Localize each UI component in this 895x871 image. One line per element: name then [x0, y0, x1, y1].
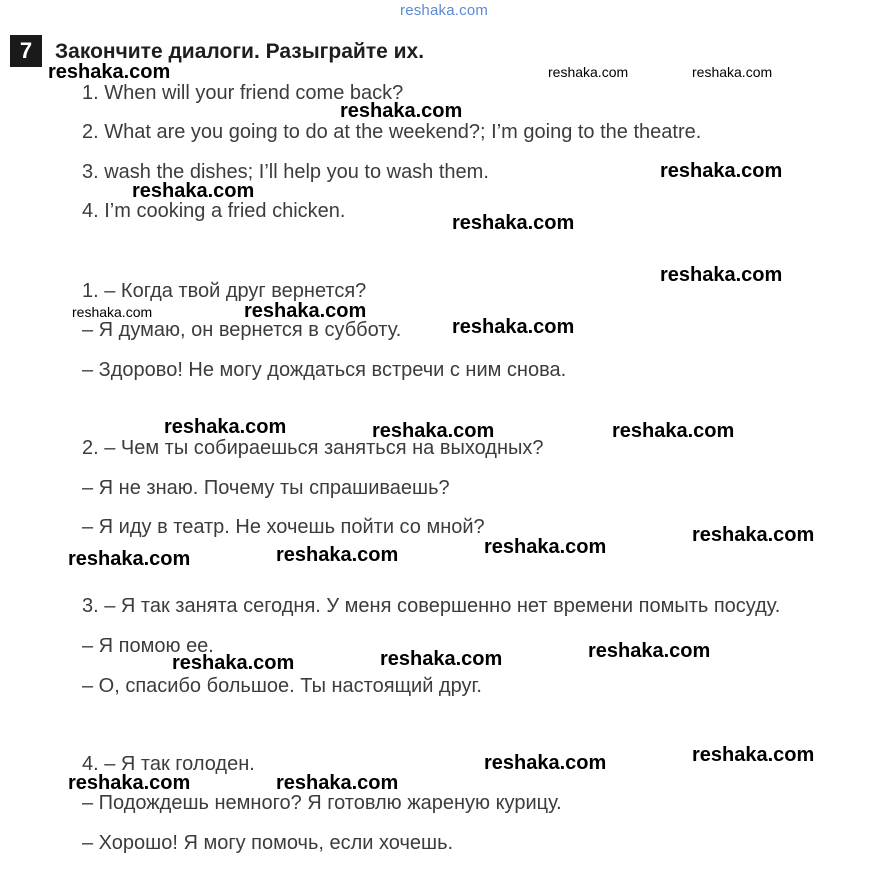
watermark: reshaka.com — [276, 772, 399, 794]
answer-line: 1. When will your friend come back? — [82, 82, 404, 104]
dialogue-line: 2. – Чем ты собираешься заняться на выходных? — [82, 437, 544, 459]
site-link[interactable]: reshaka.com — [400, 2, 489, 19]
watermark: reshaka.com — [132, 180, 255, 202]
watermark: reshaka.com — [164, 416, 287, 438]
watermark: reshaka.com — [340, 100, 463, 122]
exercise-number-badge: 7 — [10, 35, 42, 67]
watermark: reshaka.com — [244, 300, 367, 322]
dialogue-line: 3. – Я так занята сегодня. У меня совершенно нет времени помыть посуду. — [82, 595, 781, 617]
answer-line: 2. What are you going to do at the weekend?; I’m going to the theatre. — [82, 121, 702, 143]
watermark: reshaka.com — [612, 420, 735, 442]
dialogue-line: – Подождешь немного? Я готовлю жареную курицу. — [82, 792, 562, 814]
watermark: reshaka.com — [380, 648, 503, 670]
watermark: reshaka.com — [692, 64, 773, 80]
watermark: reshaka.com — [72, 304, 153, 320]
watermark: reshaka.com — [68, 548, 191, 570]
dialogue-line: – Я думаю, он вернется в субботу. — [82, 319, 402, 341]
watermark: reshaka.com — [484, 752, 607, 774]
watermark: reshaka.com — [548, 64, 629, 80]
watermark: reshaka.com — [484, 536, 607, 558]
watermark: reshaka.com — [68, 772, 191, 794]
answer-line: 3. wash the dishes; I’ll help you to wash them. — [82, 161, 489, 183]
watermark: reshaka.com — [692, 744, 815, 766]
dialogue-line: 4. – Я так голоден. — [82, 753, 255, 775]
watermark: reshaka.com — [660, 160, 783, 182]
watermark: reshaka.com — [372, 420, 495, 442]
dialogue-line: – Здорово! Не могу дождаться встречи с ним снова. — [82, 359, 567, 381]
dialogue-line: – Я помою ее. — [82, 635, 214, 657]
answer-line: 4. I’m cooking a fried chicken. — [82, 200, 346, 222]
dialogue-line: – Я иду в театр. Не хочешь пойти со мной? — [82, 516, 485, 538]
dialogue-line: – Я не знаю. Почему ты спрашиваешь? — [82, 477, 450, 499]
watermark: reshaka.com — [48, 61, 171, 83]
watermark: reshaka.com — [660, 264, 783, 286]
dialogue-line: 1. – Когда твой друг вернется? — [82, 280, 367, 302]
watermark: reshaka.com — [692, 524, 815, 546]
watermark: reshaka.com — [172, 652, 295, 674]
watermark: reshaka.com — [276, 544, 399, 566]
watermark: reshaka.com — [452, 316, 575, 338]
dialogue-line: – О, спасибо большое. Ты настоящий друг. — [82, 675, 482, 697]
exercise-title: Закончите диалоги. Разыграйте их. — [55, 40, 425, 63]
watermark: reshaka.com — [452, 212, 575, 234]
watermark: reshaka.com — [588, 640, 711, 662]
dialogue-line: – Хорошо! Я могу помочь, если хочешь. — [82, 832, 454, 854]
